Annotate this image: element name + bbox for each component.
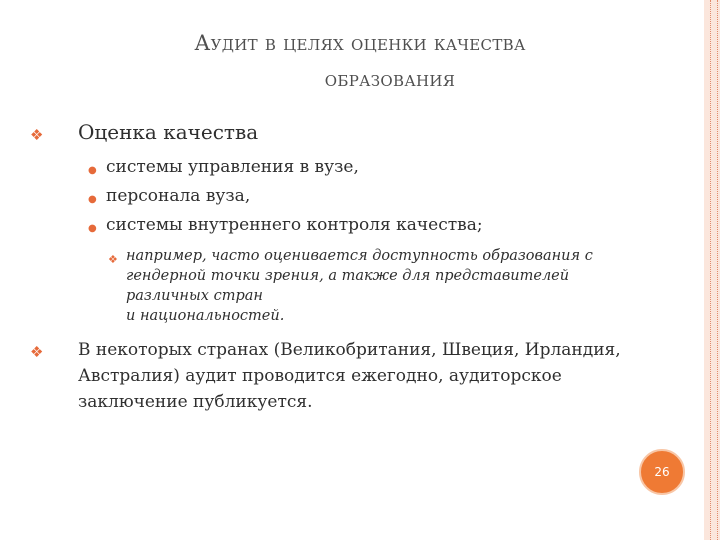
sub-bullet-1: системы управления в вузе, — [106, 157, 359, 177]
circle-bullet-icon: ● — [88, 194, 97, 205]
circle-bullet-icon: ● — [88, 223, 97, 234]
page-number-badge: 26 — [639, 449, 685, 495]
diamond-bullet-icon: ❖ — [30, 126, 44, 144]
example-text — [126, 246, 666, 326]
bullet-main-2 — [78, 337, 678, 415]
bullet-main-1: Оценка качества — [78, 120, 259, 144]
circle-bullet-icon: ● — [88, 165, 97, 176]
example-line-1: например, часто оценивается доступность образования с — [126, 248, 593, 264]
sub-bullet-3: системы внутреннего контроля качества; — [106, 215, 483, 235]
title-line-2: образования — [324, 67, 456, 91]
decorative-border — [704, 0, 720, 540]
example-line-3: различных стран — [126, 288, 263, 304]
main2-line-3: заключение публикуется. — [78, 392, 313, 412]
title-line-1: Аудит в целях оценки качества — [194, 31, 526, 55]
main2-line-2: Австралия) аудит проводится ежегодно, аудиторское — [78, 366, 562, 386]
sub-bullet-2: персонала вуза, — [106, 186, 251, 206]
diamond-bullet-icon: ❖ — [30, 343, 44, 361]
example-line-2: гендерной точки зрения, а также для представителей — [126, 268, 570, 284]
diamond-bullet-icon: ❖ — [108, 253, 118, 266]
main2-line-1: В некоторых странах (Великобритания, Швеция, Ирландия, — [78, 340, 621, 360]
slide-title — [110, 28, 610, 94]
example-line-4: и национальностей. — [126, 308, 285, 324]
